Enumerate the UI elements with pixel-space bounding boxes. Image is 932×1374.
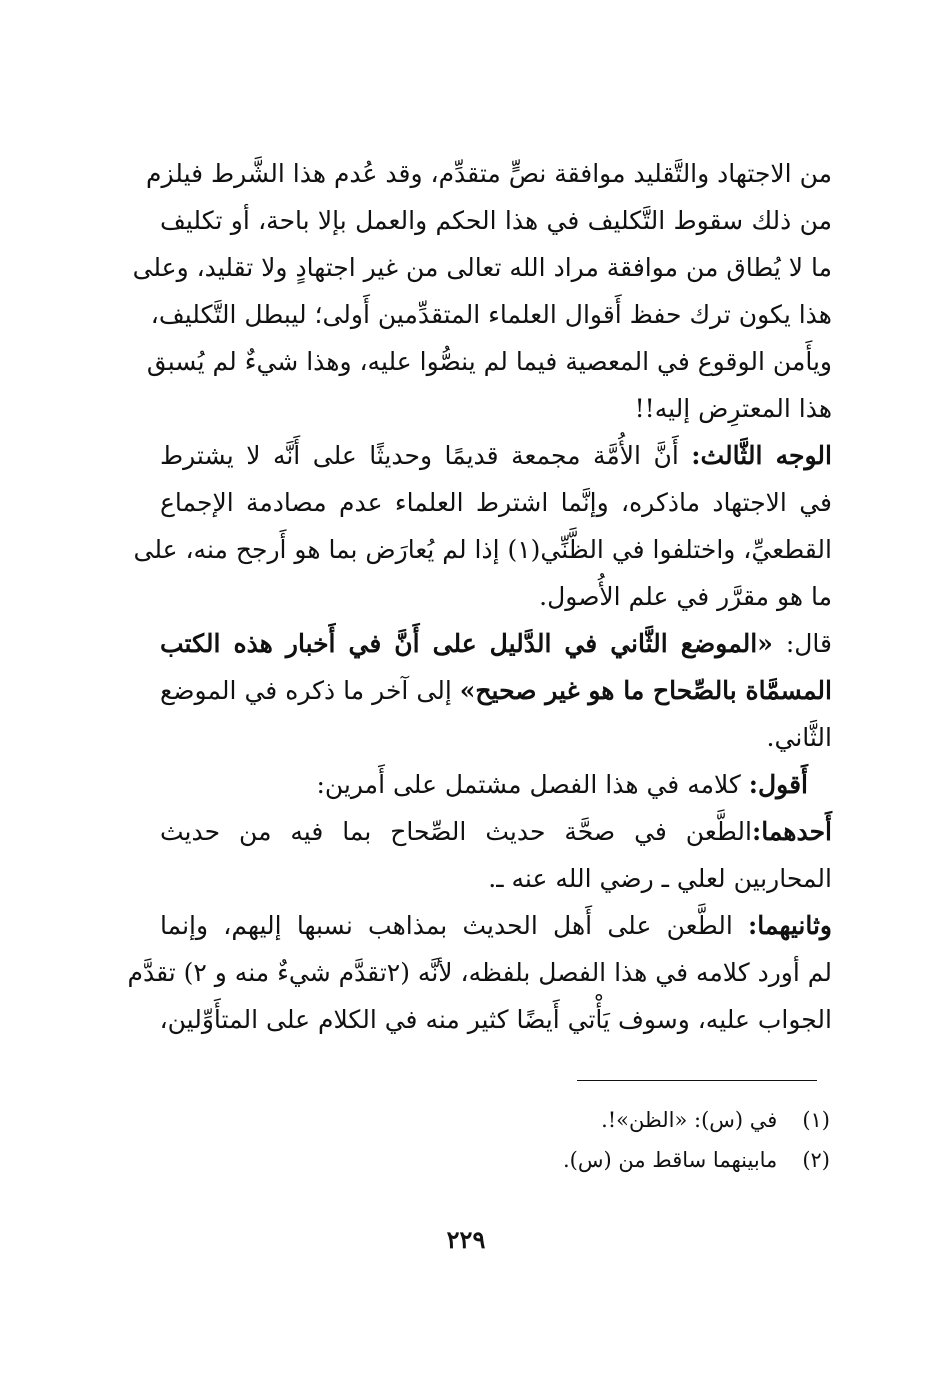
footnote-text: في (س): «الظن»!. (601, 1108, 778, 1132)
text-line: المحاربين لعلي ـ رضي الله عنه ـ. (488, 864, 832, 893)
text-line: هذا يكون ترك حفظ أَقوال العلماء المتقدِّمين أَولى؛ ليبطل التَّكليف، (150, 300, 832, 329)
paragraph-3 (160, 620, 832, 761)
text-line: الجواب عليه، وسوف يَأْتي أَيضًا كثير منه في الكلام على المتأَوِّلين، (159, 1005, 832, 1034)
text-line: في الاجتهاد ماذكره، وإنَّما اشترط العلماء عدم مصادمة الإجماع (160, 488, 832, 517)
quoted-text: «الموضع الثَّاني في الدَّليل على أَنَّ في أَخبار هذه الكتب (160, 629, 786, 658)
text-line: لم أورد كلامه في هذا الفصل بلفظه، لأنَّه (٢تقدَّم شيءٌ منه و ٢) تقدَّم (127, 958, 832, 987)
text-line: ويأَمن الوقوع في المعصية فيما لم ينصُّوا عليه، وهذا شيءٌ لم يُسبق (146, 347, 832, 376)
text-run: الطَّعن في صحَّة حديث الصِّحاح بما فيه من حديث (160, 817, 752, 846)
text-line (160, 432, 832, 479)
footnote-text: مابينهما ساقط من (س). (563, 1148, 778, 1172)
page-body (127, 150, 832, 1043)
text-line (160, 761, 832, 808)
text-line (160, 808, 832, 855)
footnotes (440, 1100, 830, 1180)
footnote-item (440, 1140, 830, 1180)
text-run: الطَّعن على أَهل الحديث بمذاهب نسبها إليهم، وإنما (160, 911, 749, 940)
footnote-number: (٢) (802, 1148, 830, 1172)
paragraph-6 (127, 902, 832, 1043)
paragraph-lead: قال: (785, 629, 832, 658)
footnote-number: (١) (802, 1108, 830, 1132)
text-line: القطعيِّ، واختلفوا في الظَّنِّي(١) إذا لم يُعارَض بما هو أَرجح منه، على (133, 535, 832, 564)
text-line: هذا المعترِض إليه!! (634, 394, 832, 423)
text-line: ما لا يُطاق من موافقة مراد الله تعالى من غير اجتهادٍ ولا تقليد، وعلى (132, 253, 832, 282)
text-line (160, 620, 832, 667)
paragraph-lead: أَقول: (748, 770, 808, 799)
quoted-text: المسمَّاة بالصِّحاح ما هو غير صحيح» (459, 676, 832, 705)
text-run: إلى آخر ما ذكره في الموضع (160, 676, 460, 705)
text-line (160, 667, 832, 714)
footnote-item (440, 1100, 830, 1140)
text-run: أَنَّ الأُمَّة مجمعة قديمًا وحديثًا على أَنَّه لا يشترط (160, 441, 692, 470)
text-line: ما هو مقرَّر في علم الأُصول. (539, 582, 832, 611)
paragraph-lead: الوجه الثَّالث: (691, 441, 832, 470)
page-number: ٢٢٩ (446, 1225, 486, 1254)
text-line: من ذلك سقوط التَّكليف في هذا الحكم والعمل بإلا باحة، أو تكليف (160, 206, 832, 235)
paragraph-5 (160, 808, 832, 902)
text-line: من الاجتهاد والتَّقليد موافقة نصٍّ متقدِّم، وقد عُدم هذا الشَّرط فيلزم (146, 159, 832, 188)
paragraph-4 (160, 761, 832, 808)
footnote-divider (577, 1080, 817, 1081)
text-run: كلامه في هذا الفصل مشتمل على أَمرين: (316, 770, 749, 799)
paragraph-2 (133, 432, 832, 620)
text-line (160, 902, 832, 949)
paragraph-1 (132, 150, 832, 432)
text-line: الثَّاني. (766, 723, 832, 752)
paragraph-lead: أَحدهما: (751, 817, 832, 846)
paragraph-lead: وثانيهما: (748, 911, 832, 940)
